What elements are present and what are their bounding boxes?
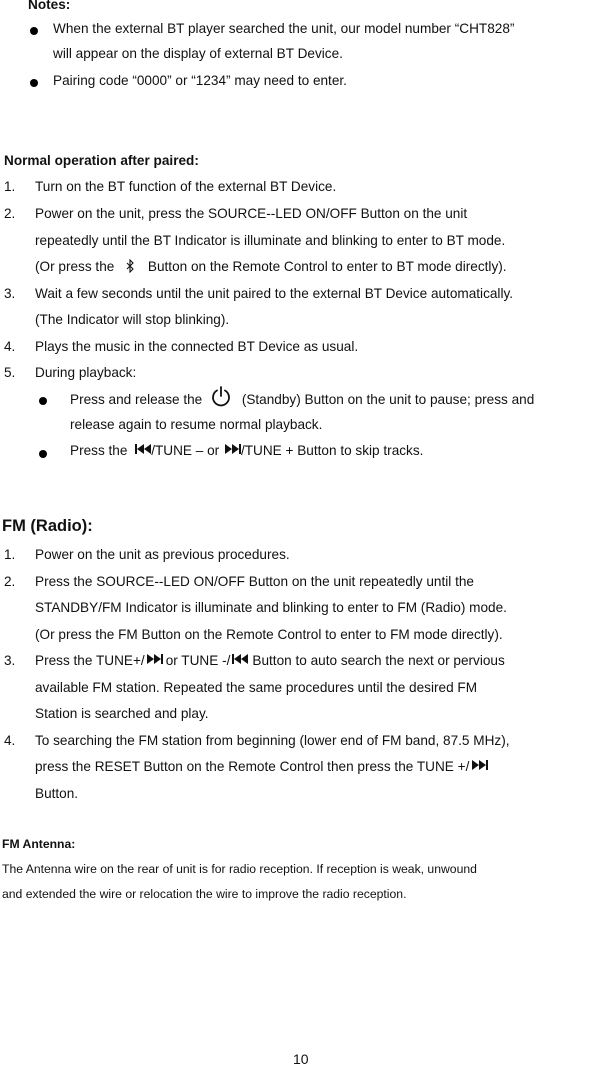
notes-item-1-line-2: will appear on the display of external BT Device. (53, 46, 343, 61)
normal-operation-heading: Normal operation after paired: (4, 153, 199, 168)
bullet (30, 27, 38, 35)
fm-step-4-line-2-a: press the RESET Button on the Remote Control then press the TUNE +/ (35, 759, 470, 774)
playback-sub-2-c: /TUNE + Button to skip tracks. (240, 443, 424, 458)
step-number: 1. (4, 179, 16, 194)
fm-radio-heading: FM (Radio): (2, 517, 93, 535)
playback-sub-1-b: (Standby) Button on the unit to pause; press and (241, 392, 535, 408)
fm-step-3-c: Button to auto search the next or pervious (252, 653, 505, 668)
fm-step-2-line-3: (Or press the FM Button on the Remote Control to enter to FM mode directly). (35, 627, 503, 642)
fm-step-2-line-1: Press the SOURCE--LED ON/OFF Button on the unit repeatedly until the (35, 574, 474, 589)
skip-forward-icon (147, 652, 163, 667)
fm-antenna-line-2: and extended the wire or relocation the wire to improve the radio reception. (2, 887, 407, 901)
fm-step-3-line-1 (35, 653, 505, 668)
playback-sub-2 (70, 443, 423, 458)
normal-step-2-line-1: Power on the unit, press the SOURCE--LED ON/OFF Button on the unit (35, 206, 468, 221)
bullet (30, 79, 38, 87)
playback-sub-2-a: Press the (70, 443, 128, 458)
page-number: 10 (293, 1051, 309, 1067)
step-number: 3. (4, 286, 16, 301)
normal-step-2-line-3 (35, 259, 507, 276)
normal-step-2-line-3-b: Button on the Remote Control to enter to BT mode directly). (147, 259, 507, 275)
normal-step-2-line-3-a: (Or press the (35, 259, 115, 275)
skip-forward-icon (225, 442, 241, 457)
normal-step-5: During playback: (35, 365, 137, 380)
notes-item-2: Pairing code “0000” or “1234” may need to enter. (53, 73, 347, 88)
normal-step-1: Turn on the BT function of the external BT Device. (35, 179, 337, 194)
step-number: 2. (4, 206, 16, 221)
fm-step-3-b: or TUNE -/ (165, 653, 231, 668)
bullet (39, 450, 47, 458)
fm-step-1: Power on the unit as previous procedures. (35, 547, 290, 562)
bullet (39, 397, 47, 405)
playback-sub-1-line-1 (70, 391, 534, 410)
normal-step-3-line-2: (The Indicator will stop blinking). (35, 312, 230, 327)
step-number: 4. (4, 733, 16, 748)
playback-sub-2-b: /TUNE – or (151, 443, 220, 458)
fm-step-2-line-2: STANDBY/FM Indicator is illuminate and blinking to enter to FM (Radio) mode. (35, 600, 507, 615)
fm-step-3-a: Press the TUNE+/ (35, 653, 145, 668)
fm-step-4-line-1: To searching the FM station from beginning (lower end of FM band, 87.5 MHz), (35, 733, 510, 748)
bluetooth-icon (126, 259, 135, 276)
step-number: 2. (4, 574, 16, 589)
step-number: 3. (4, 653, 16, 668)
skip-back-icon (232, 652, 248, 667)
skip-back-icon (135, 442, 151, 457)
step-number: 1. (4, 547, 16, 562)
fm-step-4-line-2 (35, 759, 488, 774)
fm-step-3-line-3: Station is searched and play. (35, 706, 209, 721)
normal-step-3-line-1: Wait a few seconds until the unit paired to the external BT Device automatically. (35, 286, 514, 301)
fm-step-4-line-3: Button. (35, 786, 79, 801)
normal-step-4: Plays the music in the connected BT Device as usual. (35, 339, 359, 354)
fm-antenna-heading: FM Antenna: (2, 837, 76, 851)
fm-step-3-line-2: available FM station. Repeated the same procedures until the desired FM (35, 680, 478, 695)
skip-forward-icon (472, 758, 488, 773)
fm-antenna-line-1: The Antenna wire on the rear of unit is for radio reception. If reception is weak, unwound (2, 862, 477, 876)
notes-heading: Notes: (28, 0, 71, 12)
power-standby-icon (210, 385, 232, 410)
step-number: 4. (4, 339, 16, 354)
notes-item-1-line-1: When the external BT player searched the unit, our model number “CHT828” (53, 21, 515, 36)
playback-sub-1-line-2: release again to resume normal playback. (70, 417, 323, 432)
playback-sub-1-a: Press and release the (70, 392, 203, 408)
normal-step-2-line-2: repeatedly until the BT Indicator is illuminate and blinking to enter to BT mode. (35, 233, 506, 248)
step-number: 5. (4, 365, 16, 380)
